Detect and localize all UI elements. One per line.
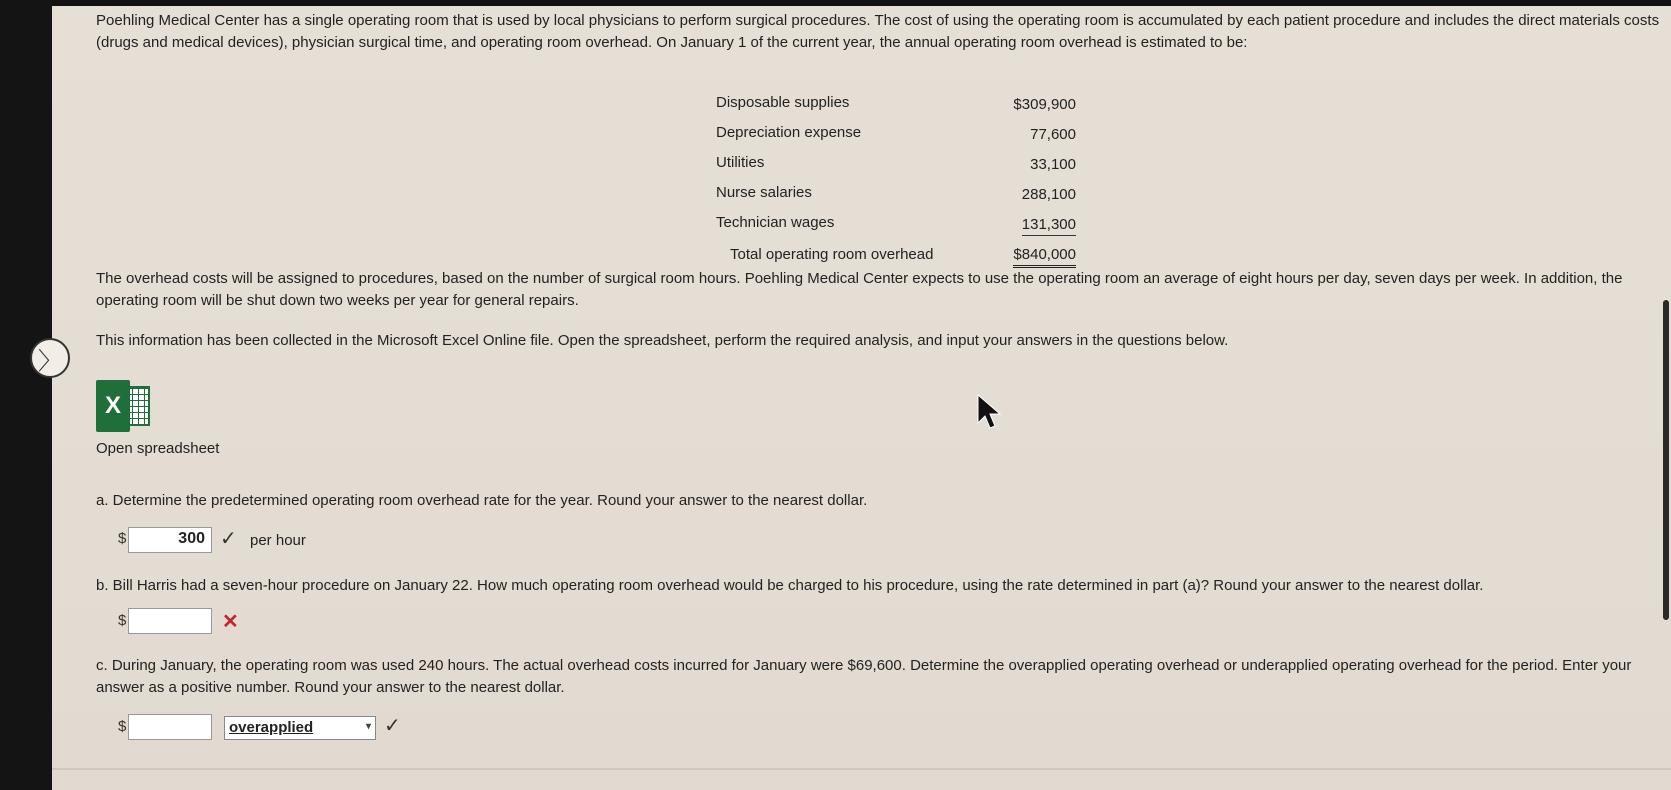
select-value: overapplied bbox=[229, 719, 314, 736]
row-label: Utilities bbox=[716, 154, 765, 171]
table-row bbox=[716, 120, 1076, 150]
question-b-text: b. Bill Harris had a seven-hour procedure on January 22. How much operating room overhead would be charged to his procedure, using the rate determined in part (a)? Round your answer to the nearest dollar. bbox=[96, 577, 1484, 594]
excel-icon[interactable] bbox=[96, 380, 154, 432]
currency-symbol: $ bbox=[118, 612, 127, 629]
table-row bbox=[716, 150, 1076, 180]
overhead-table bbox=[716, 90, 1076, 270]
currency-symbol: $ bbox=[118, 718, 127, 735]
scrollbar[interactable] bbox=[1663, 300, 1669, 620]
left-sidebar bbox=[0, 0, 52, 790]
answer-b-input[interactable] bbox=[128, 608, 212, 634]
question-c-text: c. During January, the operating room was used 240 hours. The actual overhead costs incurred for January were $69,600. Determine the overapplied operating overhead or underapplied operating overhead for the period. Enter your answer as a positive number. Round your answer to the nearest dollar. bbox=[96, 657, 1632, 696]
unit-label: per hour bbox=[250, 532, 306, 549]
row-label: Technician wages bbox=[716, 214, 835, 231]
row-label: Depreciation expense bbox=[716, 124, 862, 141]
row-amount: 33,100 bbox=[1030, 156, 1076, 173]
row-amount: 288,100 bbox=[1021, 186, 1076, 203]
correct-check-icon: ✓ bbox=[220, 528, 237, 550]
table-row bbox=[716, 210, 1076, 240]
incorrect-x-icon: ✕ bbox=[222, 611, 239, 633]
table-row bbox=[716, 90, 1076, 120]
answer-a-input[interactable]: 300 bbox=[128, 527, 212, 553]
row-amount: 77,600 bbox=[1030, 126, 1076, 143]
total-label: Total operating room overhead bbox=[730, 246, 934, 263]
row-amount: $309,900 bbox=[1013, 96, 1076, 113]
question-a-text: a. Determine the predetermined operating room overhead rate for the year. Round your answer to the nearest dollar. bbox=[96, 492, 868, 509]
open-spreadsheet-link[interactable]: Open spreadsheet bbox=[96, 440, 220, 457]
chevron-right-icon: 〉 bbox=[38, 347, 62, 375]
intro-paragraph: Poehling Medical Center has a single operating room that is used by local physicians to perform surgical procedures. The cost of using the operating room is accumulated by each patient procedure and includes the direct materials costs (drugs and medical devices), physician surgical time, and operating room overhead. On January 1 of the current year, the annual operating room overhead is estimated to be: bbox=[96, 12, 1660, 51]
answer-c-input[interactable] bbox=[128, 714, 212, 740]
excel-x-icon: X bbox=[96, 380, 130, 432]
row-label: Disposable supplies bbox=[716, 94, 850, 111]
assignment-paragraph: The overhead costs will be assigned to procedures, based on the number of surgical room hours. Poehling Medical Center expects to use the operating room an average of eight hours per day, seven days per week. In addition, the operating room will be shut down two weeks per year for general repairs. bbox=[96, 270, 1623, 309]
row-label: Nurse salaries bbox=[716, 184, 812, 201]
over-under-select[interactable] bbox=[224, 716, 376, 740]
correct-check-icon: ✓ bbox=[384, 715, 401, 737]
total-row bbox=[716, 240, 1076, 270]
info-paragraph: This information has been collected in the Microsoft Excel Online file. Open the spreadsheet, perform the required analysis, and input your answers in the questions below. bbox=[96, 332, 1229, 349]
currency-symbol: $ bbox=[118, 530, 127, 547]
row-amount: 131,300 bbox=[1022, 216, 1076, 236]
page-divider bbox=[52, 768, 1671, 770]
chevron-down-icon: ▾ bbox=[365, 721, 371, 732]
mouse-cursor-icon bbox=[978, 395, 1008, 435]
total-amount: $840,000 bbox=[1013, 246, 1076, 268]
expand-panel-button[interactable] bbox=[30, 338, 70, 378]
table-row bbox=[716, 180, 1076, 210]
